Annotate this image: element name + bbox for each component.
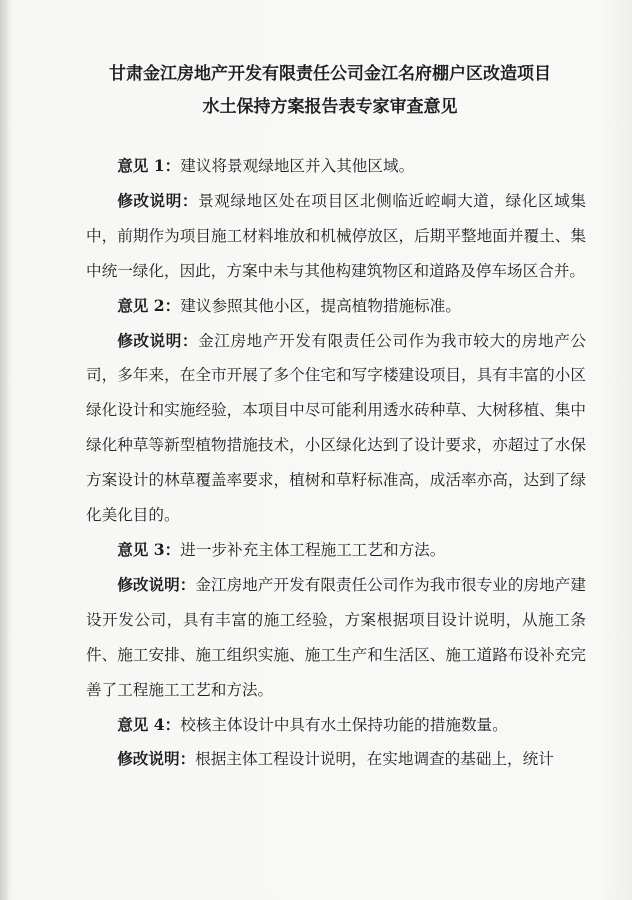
opinion-4: [86, 708, 586, 743]
explanation-3: [86, 568, 586, 708]
explanation-4: [86, 742, 586, 777]
explanation-1: [86, 184, 586, 289]
explanation-text: 金江房地产开发有限责任公司作为我市很专业的房地产建设开发公司，具有丰富的施工经验，方案根据项目设计说明，从施工条件、施工安排、施工组织实施、施工生产和生活区、施工道路布设补充完善了工程施工工艺和方法。: [86, 575, 586, 699]
explanation-text: 根据主体工程设计说明，在实地调查的基础上，统计: [195, 750, 554, 769]
opinion-2: [86, 289, 586, 324]
opinion-3: [86, 533, 586, 568]
explanation-label: 修改说明：: [117, 330, 199, 350]
explanation-label: 修改说明：: [117, 190, 199, 210]
opinion-1: [86, 149, 586, 184]
opinion-text: 校核主体设计中具有水土保持功能的措施数量。: [180, 715, 508, 734]
explanation-text: 金江房地产开发有限责任公司作为我市较大的房地产公司，多年来，在全市开展了多个住宅和写字楼建设项目，具有丰富的小区绿化设计和实施经验，本项目中尽可能利用透水砖种草、大树移植、集中绿化种草等新型植物措施技术，小区绿化达到了设计要求，亦超过了水保方案设计的林草覆盖率要求，植树和草籽标准高，成活率亦高，达到了绿化美化目的。: [86, 331, 586, 525]
opinion-label: 意见 3：: [117, 539, 181, 559]
explanation-text: 景观绿地区处在项目区北侧临近崆峒大道，绿化区域集中，前期作为项目施工材料堆放和机械停放区，后期平整地面并覆土、集中统一绿化，因此，方案中未与其他构建筑物区和道路及停车场区合并。: [86, 191, 586, 280]
explanation-2: [86, 324, 586, 533]
opinion-label: 意见 4：: [117, 714, 181, 734]
opinion-text: 建议将景观绿地区并入其他区域。: [180, 157, 415, 175]
opinion-text: 进一步补充主体工程施工工艺和方法。: [180, 540, 446, 559]
document-body: [86, 149, 586, 777]
page-edge-shadow: [0, 0, 10, 900]
opinion-text: 建议参照其他小区，提高植物措施标准。: [180, 296, 461, 315]
explanation-label: 修改说明：: [117, 749, 196, 769]
document-title-line1: 甘肃金江房地产开发有限责任公司金江名府棚户区改造项目: [109, 64, 551, 84]
document-title-line2: 水土保持方案报告表专家审查意见: [202, 97, 458, 117]
explanation-label: 修改说明：: [117, 574, 196, 594]
opinion-label: 意见 1：: [117, 156, 181, 175]
opinion-label: 意见 2：: [117, 295, 181, 315]
